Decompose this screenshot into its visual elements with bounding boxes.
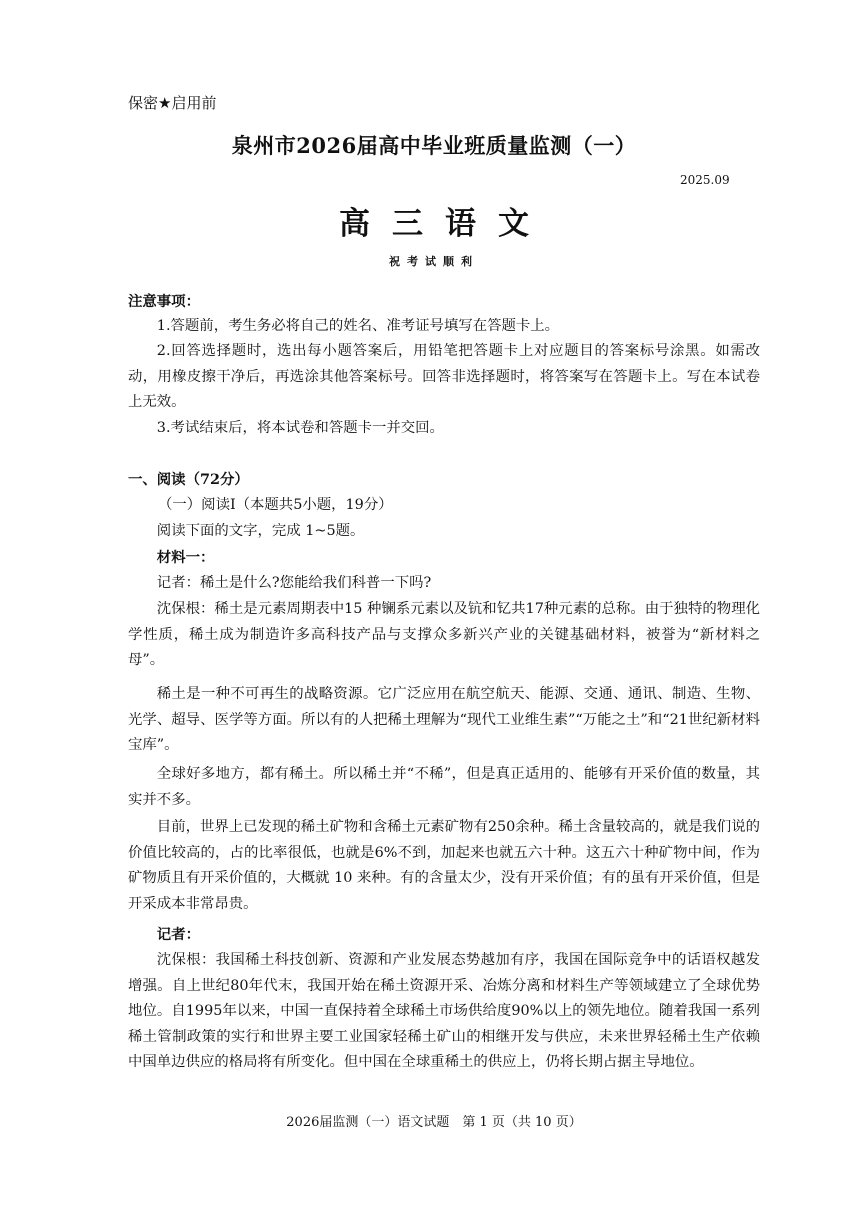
notice-heading: 注意事项： bbox=[128, 293, 200, 310]
good-luck-text: 祝考试顺利 bbox=[389, 255, 479, 268]
article-paragraph: 全球好多地方，都有稀土。所以稀土并“不稀”，但是真正适用的、能够有开采价值的数量，其实并不多。 bbox=[128, 766, 760, 808]
reading-instruction: 阅读下面的文字，完成 1~5题。 bbox=[156, 523, 365, 539]
article-paragraph: 目前，世界上已发现的稀土矿物和含稀土元素矿物有250余种。稀土含量较高的，就是我们说的价值比较高的，占的比率很低，也就是6%不到，加起来也就五六十种。这五六十种矿物中间，作为矿物质且有开采价值的，大概就 10 来种。有的含量太少，没有开采价值；有的虽有开采价值，但是开采成本非常昂贵。 bbox=[128, 819, 760, 912]
article-paragraph: 沈保根：我国稀土科技创新、资源和产业发展态势越加有序，我国在国际竞争中的话语权越发增强。自上世纪80年代末，我国开始在稀土资源开采、冶炼分离和材料生产等领域建立了全球优势地位。自1995年以来，中国一直保持着全球稀土市场供给度90%以上的领先地位。随着我国一系列稀土管制政策的实行和世界主要工业国家轻稀土矿山的相继开发与供应，未来世界轻稀土生产依赖中国单边供应的格局将有所变化。但中国在全球重稀土的供应上，仍将长期占据主导地位。 bbox=[128, 952, 760, 1070]
article-paragraph: 沈保根：稀土是元素周期表中15 种镧系元素以及钪和钇共17种元素的总称。由于独特的物理化学性质，稀土成为制造许多高科技产品与支撑众多新兴产业的关键基础材料，被誉为“新材料之母”。 bbox=[128, 601, 760, 668]
subject-title: 高三语文 bbox=[339, 206, 551, 242]
section-heading: 一、阅读（72分） bbox=[128, 471, 249, 488]
notice-item-3: 3.考试结束后，将本试卷和答题卡一并交回。 bbox=[156, 420, 444, 436]
exam-title: 泉州市2026届高中毕业班质量监测（一） bbox=[231, 133, 637, 158]
article-paragraph: 记者：稀土是什么?您能给我们科普一下吗? bbox=[156, 575, 432, 591]
page-footer: 2026届监测（一）语文试题 第 1 页（共 10 页） bbox=[286, 1115, 582, 1130]
section-subheading: （一）阅读Ⅰ（本题共5小题，19分） bbox=[158, 497, 393, 513]
notice-item-2: 2.回答选择题时，选出每小题答案后，用铅笔把答题卡上对应题目的答案标号涂黑。如需改动，用橡皮擦干净后，再选涂其他答案标号。回答非选择题时，将答案写在答题卡上。写在本试卷上无效。 bbox=[128, 343, 760, 410]
exam-date: 2025.09 bbox=[680, 173, 730, 187]
confidential-label: 保密★启用前 bbox=[128, 94, 217, 112]
material-label: 材料一： bbox=[156, 549, 215, 566]
article-paragraph: 稀土是一种不可再生的战略资源。它广泛应用在航空航天、能源、交通、通讯、制造、生物、光学、超导、医学等方面。所以有的人把稀土理解为“现代工业维生素”“万能之土”和“21世纪新材料宝库”。 bbox=[128, 686, 760, 753]
reporter-label: 记者： bbox=[156, 926, 200, 943]
notice-item-1: 1.答题前，考生务必将自己的姓名、准考证号填写在答题卡上。 bbox=[156, 318, 560, 334]
